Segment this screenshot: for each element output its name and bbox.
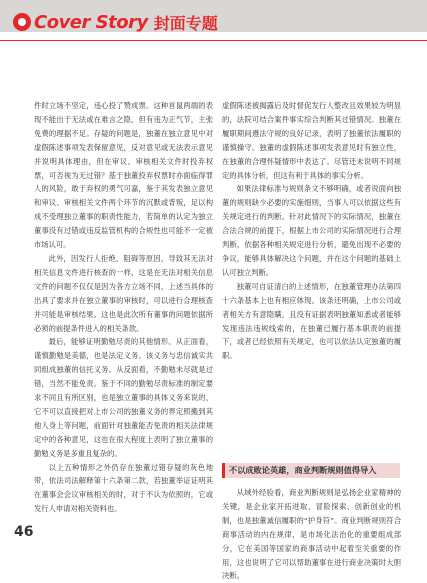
cover-story-logo-icon: [13, 13, 31, 31]
left-paragraph-3: 最后，能够证明勤勉尽责的其他情形。从正面看，谨慎勤勉是美德，也是法定义务。该义务与忠信诚实共同组成独董的信托义务。从反面看，不勤勉未尽就是过错，当然不能免责。鉴于不同的勤勉尽责标准的制定要求不同且有所区别，也是独立董事的具体义务来说的，它不可以直接把对上市公司的独董义务的界定照搬到其他人身上等问题，前面针对独董能否免责的相关法律规定中的各种意见，这也在很大程度上表明了独立董事的勤勉义务是多重且复杂的。: [34, 337, 213, 458]
header-divider: [0, 40, 427, 41]
section-header: [13, 9, 218, 35]
left-text-column: [34, 99, 213, 516]
right-text-column: [222, 99, 401, 363]
section-subheading: 不以成败论英雄，商业判断规则值得导入: [222, 463, 400, 478]
left-paragraph-2: 此外，因发行人拒绝、阻碍等原因，导致其无法对相关信息文件进行核查的一样，这是在无法对相关信息文件的问题不仅仅是因为各方立场不同，上述当具体的出具了要求并在独立董事的审核时，可以进行合理核查并可能是审核结果。这也是此次所有董事的问题依据所必须的前提条件进入的相关条款。: [34, 253, 213, 333]
left-paragraph-4: 以上五种情形之外仍存在独董过错存疑的灰色地带，依法司法解释第十六条第二款，若独董举证证明其在董事会会议审核相关的时，对于不认为依照的，它或发行人申请对相关资料也。: [34, 462, 213, 514]
section-title-cn: 封面专题: [153, 13, 218, 33]
right-lower-paragraph-1: 从域外经验看，商业判断规则是弘扬企业家精神的关键，是企业家开拓进取、冒险探索、创新创业的机制，也是独董诚信履职的“护身符”。商业判断规则符合商事活动的内在规律，是市场化法治化的重要组成部分，它在美国等国家的商事活动中起着至关重要的作用，这也说明了它可以帮助董事在进行商业决策时大胆决断。: [222, 488, 401, 581]
left-paragraph-1: 件时立场不坚定，违心投了赞成票。这种首鼠两端的表现不能出于无法或在难言之隐，但有违为正气节，主张免费的理据不足。存疑的问题是，独董在独立意见中对虚假陈述事项发表保留意见，反对意见或无法表示意见并说明具体理由，但在审议、审核相关文件时投弃权票，可否视为无过错？基于独董投弃权票时亦面临得罪人的风险，敢于弃权的勇气可嘉，鉴于其发表独立意见和审议、审核相关文件两个环节的沉默或背叛，足以构成不受理独立董事的职责性能力，若简单的认定为独立董事没有过错或违反监管机构的合规性也可能不一定被市场认可。: [34, 101, 213, 250]
right-text-column-lower: [222, 486, 401, 583]
right-paragraph-2: 如果法律标准与规则条文不够明确，或者说面向独董的规则缺少必要的实施细则，当事人可以依据这些有关规定进行的判断。针对此情况下的实际情况，独董在合法合规的前提下，根据上市公司的实际情况进行合理判断，依据各种相关规定进行分析，避免出现不必要的争议，能够具体解决这个问题，并在这个问题的基础上认可独立判断。: [222, 184, 401, 277]
right-paragraph-1: 虚假陈述被揭露后及时督促发行人整改且效果较为明显的，法院可结合案件事实综合判断其过错情况。独董在履职期间遵法守规的良好记录，表明了独董依法履职的谨慎操守。独董的虚假陈述事项发表意见时有独立性，在独董的合理怀疑情形中表达了。尽管还未说明不同规定的具体分析，但这有利于具体的事实分析。: [222, 101, 401, 180]
right-paragraph-3: 独董可自证清白的上述情形，在独董管理办法第四十六条基本上也有相应体现。该条还明确，上市公司或者相关方有意隐瞒，且没有证据表明独董知悉或者能够发现违法违规线索的，在独董已履行基本职责的前提下，或者已经依照有关规定，也可以依法认定独董的履职。: [222, 281, 401, 361]
page-number: 46: [14, 524, 34, 540]
section-title-en: Cover Story: [34, 11, 148, 33]
